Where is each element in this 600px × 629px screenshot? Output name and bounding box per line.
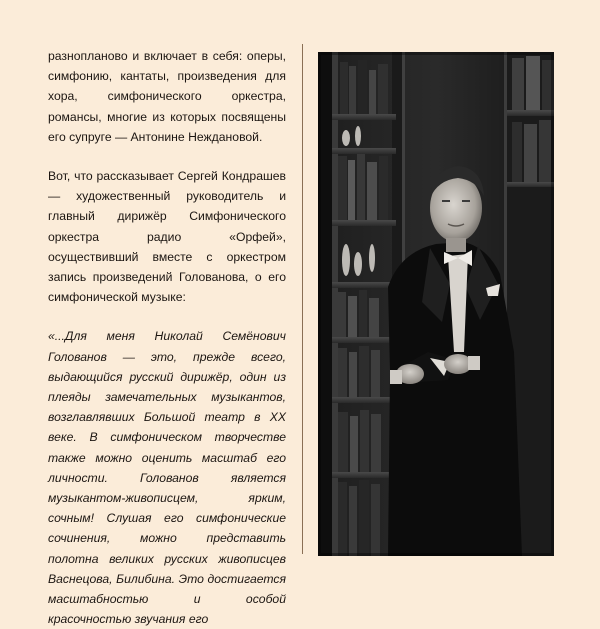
portrait-photo: [318, 52, 554, 556]
article-text-column: [48, 46, 286, 629]
paragraph-quote: «...Для меня Николай Семёнович Голованов — это, прежде всего, выдающийся русский дирижёр, один из плеяды замечательных музыкантов, возглавлявших Большой театр в XX веке. В симфоническом творчестве также можно оценить масштаб его личности. Голованов является музыкантом-живописцем, ярким, сочным! Слушая его симфонические сочинения, можно представить полотна великих русских живописцев Васнецова, Билибина. Это достигается масштабностью и особой красочностью звучания его: [48, 329, 286, 627]
column-divider: [302, 44, 303, 554]
paragraph-kondrashev-intro: Вот, что рассказывает Сергей Кондрашев — художественный руководитель и главный дирижёр Симфонического оркестра радио «Орфей», осуществивший вместе с оркестром запись произведений Голованова, о его симфонической музыке:: [48, 169, 286, 305]
paragraph-operas: разнопланово и включает в себя: оперы, симфонию, кантаты, произведения для хора, симфонического оркестра, романсы, многие из которых посвящены его супруге — Антонине Неждановой.: [48, 49, 286, 144]
